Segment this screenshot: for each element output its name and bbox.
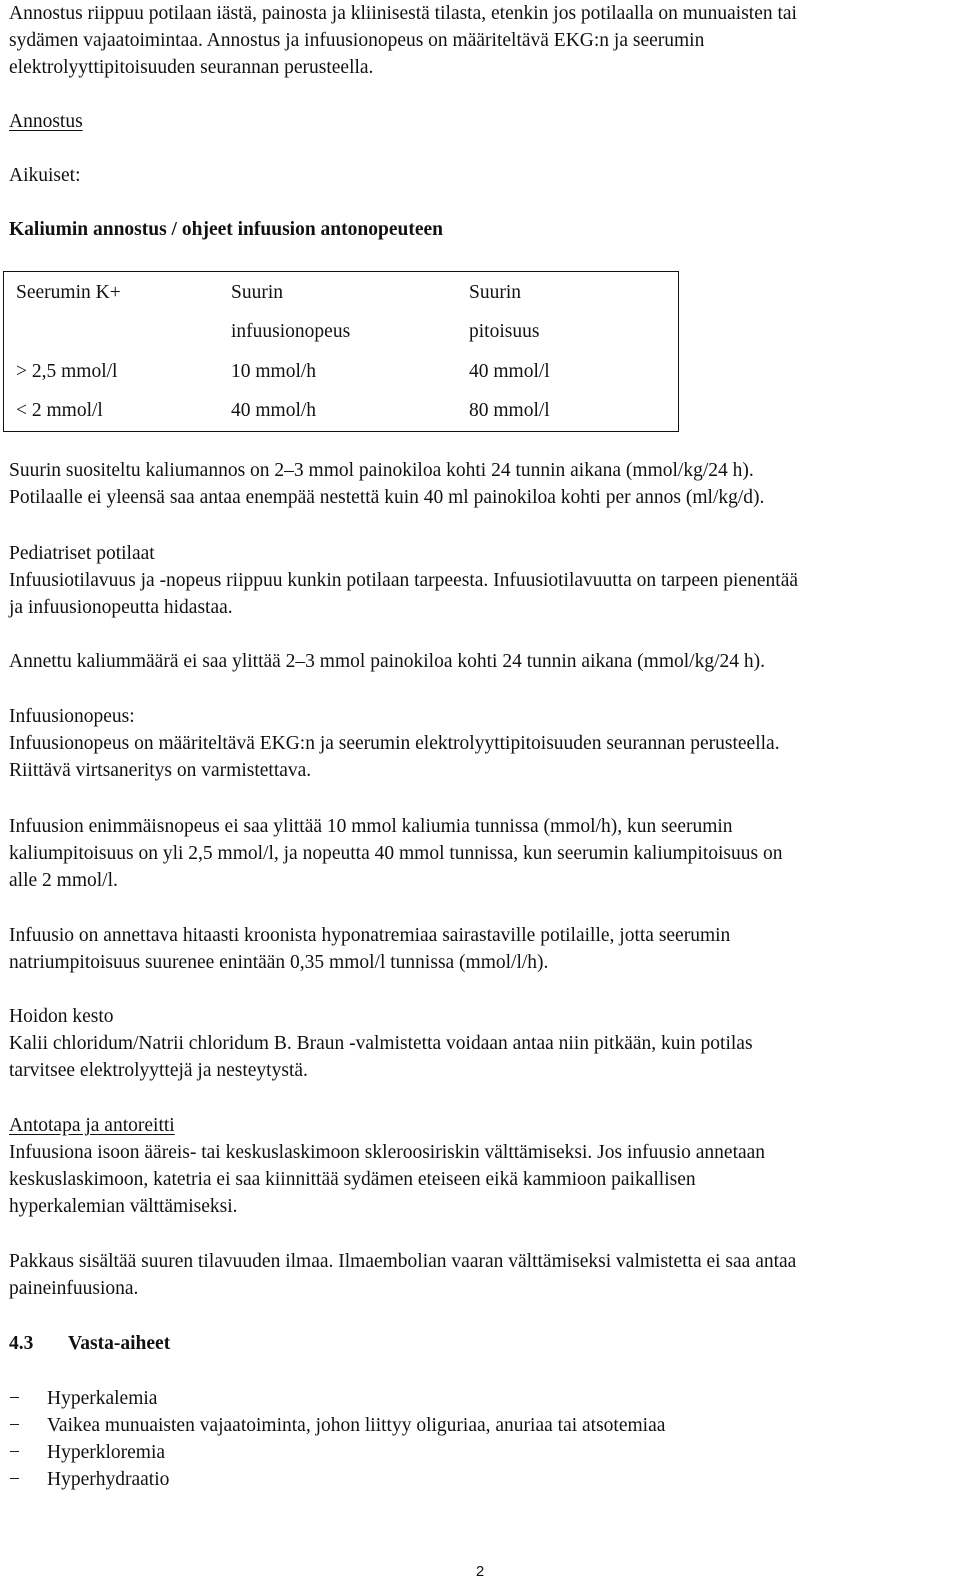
table-title: Kaliumin annostus / ohjeet infuusion antonopeuteen	[9, 219, 443, 240]
table-header-serum: Seerumin K+	[16, 282, 121, 303]
list-item: Vaikea munuaisten vajaatoiminta, johon liittyy oliguriaa, anuriaa tai atsotemiaa	[47, 1415, 666, 1436]
pediatric-text: ja infuusionopeutta hidastaa.	[9, 597, 233, 618]
intro-line: elektrolyyttipitoisuuden seurannan perusteella.	[9, 57, 374, 78]
infusion-text: Infuusionopeus on määriteltävä EKG:n ja seerumin elektrolyyttipitoisuuden seurannan perusteella.	[9, 733, 780, 754]
air-text: paineinfuusiona.	[9, 1278, 139, 1299]
table-header-conc-2: pitoisuus	[469, 321, 540, 342]
admin-text: Infuusiona isoon ääreis- tai keskuslaskimoon skleroosiriskin välttämiseksi. Jos infuusio annetaan	[9, 1142, 766, 1163]
bullet-dash: −	[9, 1469, 20, 1490]
list-item: Hyperkloremia	[47, 1442, 166, 1463]
admin-text: hyperkalemian välttämiseksi.	[9, 1196, 238, 1217]
table-header-rate-2: infuusionopeus	[231, 321, 351, 342]
duration-text: tarvitsee elektrolyyttejä ja nesteytystä.	[9, 1060, 308, 1081]
pediatric-text: Infuusiotilavuus ja -nopeus riippuu kunkin potilaan tarpeesta. Infuusiotilavuutta on tarpeen pienentää	[9, 570, 798, 591]
bullet-dash: −	[9, 1415, 20, 1436]
table-cell: < 2 mmol/l	[16, 400, 103, 421]
table-cell: 80 mmol/l	[469, 400, 550, 421]
aikuiset-label: Aikuiset:	[9, 165, 81, 186]
section-number: 4.3	[9, 1333, 34, 1354]
table-cell: 40 mmol/h	[231, 400, 317, 421]
max-rate-text: Infuusion enimmäisnopeus ei saa ylittää 10 mmol kaliumia tunnissa (mmol/h), kun seerumin	[9, 816, 733, 837]
infusion-text: Riittävä virtsaneritys on varmistettava.	[9, 760, 312, 781]
dose-text: Potilaalle ei yleensä saa antaa enempää nestettä kuin 40 ml painokiloa kohti per annos (ml/kg/d).	[9, 487, 765, 508]
bullet-dash: −	[9, 1442, 20, 1463]
max-rate-text: alle 2 mmol/l.	[9, 870, 118, 891]
pediatric-limit: Annettu kaliummäärä ei saa ylittää 2–3 mmol painokiloa kohti 24 tunnin aikana (mmol/kg/24 h).	[9, 651, 766, 672]
table-header-rate: Suurin	[231, 282, 284, 303]
intro-line: sydämen vajaatoimintaa. Annostus ja infuusionopeus on määriteltävä EKG:n ja seerumin	[9, 30, 705, 51]
list-item: Hyperkalemia	[47, 1388, 158, 1409]
table-cell: > 2,5 mmol/l	[16, 361, 118, 382]
page-number: 2	[475, 1563, 485, 1580]
hyponatremia-text: Infuusio on annettava hitaasti kroonista hyponatremiaa sairastaville potilaille, jotta seerumin	[9, 925, 731, 946]
table-header-conc: Suurin	[469, 282, 522, 303]
duration-heading: Hoidon kesto	[9, 1006, 114, 1027]
max-rate-text: kaliumpitoisuus on yli 2,5 mmol/l, ja nopeutta 40 mmol tunnissa, kun seerumin kaliumpitoisuus on	[9, 843, 783, 864]
table-cell: 40 mmol/l	[469, 361, 550, 382]
bullet-dash: −	[9, 1388, 20, 1409]
section-title: Vasta-aiheet	[68, 1333, 171, 1354]
admin-heading: Antotapa ja antoreitti	[9, 1115, 175, 1136]
dose-text: Suurin suositeltu kaliumannos on 2–3 mmol painokiloa kohti 24 tunnin aikana (mmol/kg/24 h).	[9, 460, 754, 481]
annostus-heading: Annostus	[9, 111, 83, 132]
list-item: Hyperhydraatio	[47, 1469, 170, 1490]
admin-text: keskuslaskimoon, katetria ei saa kiinnittää sydämen eteiseen eikä kammioon paikallisen	[9, 1169, 696, 1190]
infusion-heading: Infuusionopeus:	[9, 706, 135, 727]
duration-text: Kalii chloridum/Natrii chloridum B. Braun -valmistetta voidaan antaa niin pitkään, kuin potilas	[9, 1033, 753, 1054]
pediatric-heading: Pediatriset potilaat	[9, 543, 155, 564]
air-text: Pakkaus sisältää suuren tilavuuden ilmaa. Ilmaembolian vaaran välttämiseksi valmistetta ei saa antaa	[9, 1251, 797, 1272]
hyponatremia-text: natriumpitoisuus suurenee enintään 0,35 mmol/l tunnissa (mmol/l/h).	[9, 952, 549, 973]
table-cell: 10 mmol/h	[231, 361, 317, 382]
intro-line: Annostus riippuu potilaan iästä, painosta ja kliinisestä tilasta, etenkin jos potilaalla on munuaisten tai	[9, 3, 797, 24]
